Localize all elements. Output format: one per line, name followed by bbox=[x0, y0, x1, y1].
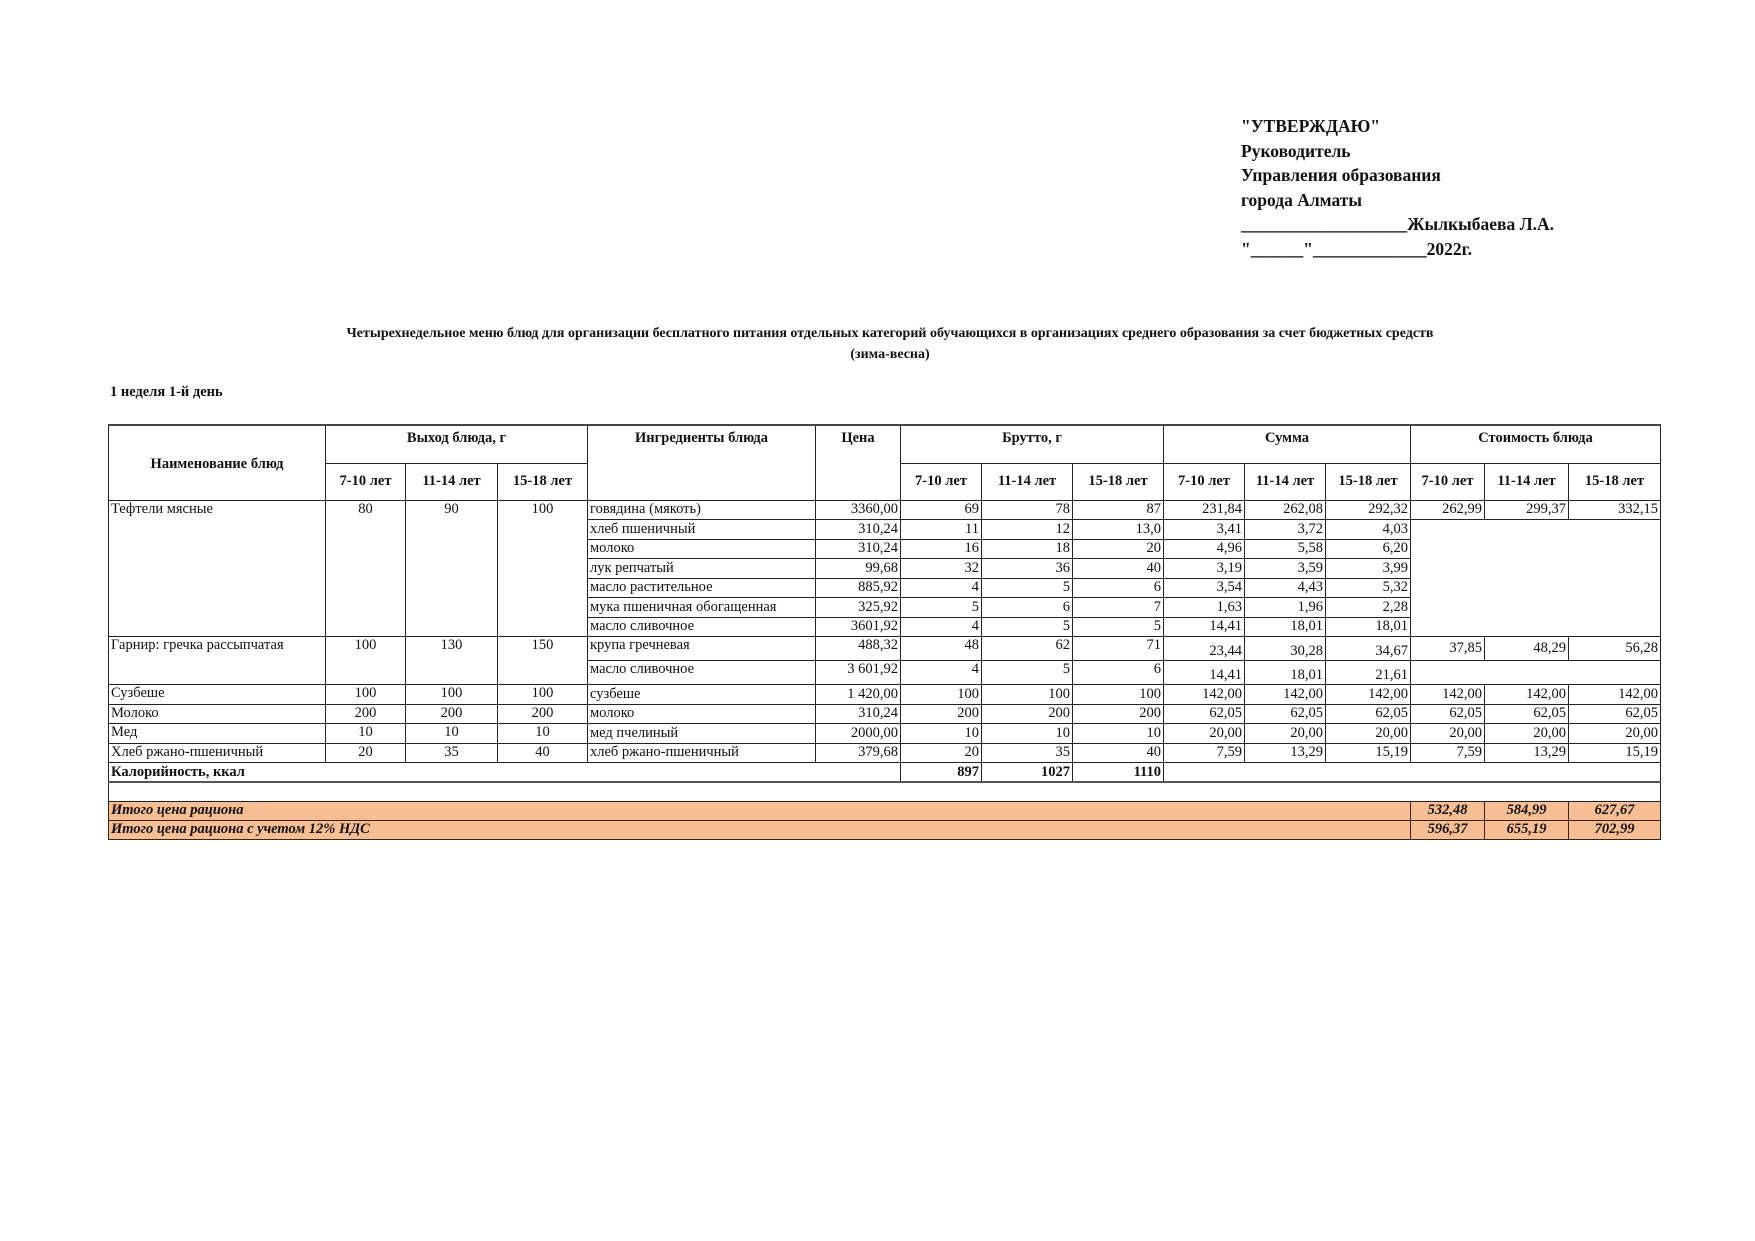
header-sum-age: 11-14 лет bbox=[1245, 463, 1326, 500]
sum-cell: 3,54 bbox=[1164, 578, 1245, 598]
cost-cell: 20,00 bbox=[1411, 724, 1485, 744]
sum-cell: 23,44 bbox=[1164, 637, 1245, 661]
output-cell: 200 bbox=[498, 704, 588, 724]
approval-city: города Алматы bbox=[1241, 189, 1363, 210]
calories-row bbox=[109, 763, 1661, 783]
ingredient-name-cell: крупа гречневая bbox=[588, 637, 816, 661]
sum-cell: 4,96 bbox=[1164, 539, 1245, 559]
gross-cell: 10 bbox=[982, 724, 1073, 744]
ingredient-name-cell: хлеб пшеничный bbox=[588, 520, 816, 540]
cost-cell: 56,28 bbox=[1569, 637, 1661, 661]
dish-name-cell: Гарнир: гречка рассыпчатая bbox=[109, 637, 326, 685]
sum-cell: 18,01 bbox=[1326, 617, 1411, 637]
header-cost-age: 11-14 лет bbox=[1485, 463, 1569, 500]
sum-cell: 62,05 bbox=[1326, 704, 1411, 724]
total-row bbox=[109, 820, 1661, 839]
dish-name-cell: Мед bbox=[109, 724, 326, 744]
cost-cell: 142,00 bbox=[1569, 685, 1661, 705]
dish-name-cell: Хлеб ржано-пшеничный bbox=[109, 743, 326, 763]
output-cell: 200 bbox=[406, 704, 498, 724]
cost-cell: 299,37 bbox=[1485, 500, 1569, 520]
gross-cell: 36 bbox=[982, 559, 1073, 579]
approval-department: Управления образования bbox=[1241, 165, 1441, 185]
sum-cell: 2,28 bbox=[1326, 598, 1411, 618]
gross-cell: 10 bbox=[1073, 724, 1164, 744]
sum-cell: 142,00 bbox=[1164, 685, 1245, 705]
output-cell: 40 bbox=[498, 743, 588, 763]
cost-cell: 7,59 bbox=[1411, 743, 1485, 763]
sum-cell: 7,59 bbox=[1164, 743, 1245, 763]
sum-cell: 34,67 bbox=[1326, 637, 1411, 661]
header-output-age: 15-18 лет bbox=[498, 463, 588, 500]
ingredient-name-cell: масло сливочное bbox=[588, 661, 816, 685]
output-cell: 100 bbox=[326, 637, 406, 685]
document-title bbox=[0, 323, 1755, 365]
header-output: Выход блюда, г bbox=[326, 425, 588, 463]
price-cell: 3 601,92 bbox=[816, 661, 901, 685]
table-row bbox=[109, 500, 1661, 520]
sum-cell: 142,00 bbox=[1326, 685, 1411, 705]
menu-body bbox=[109, 500, 1661, 839]
ingredient-name-cell: масло растительное bbox=[588, 578, 816, 598]
calories-value: 897 bbox=[901, 763, 982, 783]
ingredient-name-cell: молоко bbox=[588, 704, 816, 724]
price-cell: 379,68 bbox=[816, 743, 901, 763]
header-gross: Брутто, г bbox=[901, 425, 1164, 463]
price-cell: 885,92 bbox=[816, 578, 901, 598]
header-gross-age: 7-10 лет bbox=[901, 463, 982, 500]
sum-cell: 14,41 bbox=[1164, 617, 1245, 637]
calories-value: 1027 bbox=[982, 763, 1073, 783]
header-sum-age: 15-18 лет bbox=[1326, 463, 1411, 500]
ingredient-name-cell: мед пчелиный bbox=[588, 724, 816, 744]
empty-cost-cell bbox=[1411, 661, 1661, 685]
price-cell: 325,92 bbox=[816, 598, 901, 618]
header-cost-age: 15-18 лет bbox=[1569, 463, 1661, 500]
output-cell: 100 bbox=[406, 685, 498, 705]
table-row bbox=[109, 743, 1661, 763]
approval-block bbox=[1241, 114, 1554, 261]
price-cell: 488,32 bbox=[816, 637, 901, 661]
sum-cell: 5,32 bbox=[1326, 578, 1411, 598]
ingredient-name-cell: молоко bbox=[588, 539, 816, 559]
output-cell: 100 bbox=[498, 685, 588, 705]
cost-cell: 15,19 bbox=[1569, 743, 1661, 763]
sum-cell: 30,28 bbox=[1245, 637, 1326, 661]
sum-cell: 4,43 bbox=[1245, 578, 1326, 598]
price-cell: 3601,92 bbox=[816, 617, 901, 637]
output-cell: 90 bbox=[406, 500, 498, 637]
total-value: 627,67 bbox=[1569, 801, 1661, 820]
table-row bbox=[109, 637, 1661, 661]
header-ingredients: Ингредиенты блюда bbox=[588, 425, 816, 500]
gross-cell: 78 bbox=[982, 500, 1073, 520]
table-row bbox=[109, 704, 1661, 724]
sum-cell: 5,58 bbox=[1245, 539, 1326, 559]
header-sum-age: 7-10 лет bbox=[1164, 463, 1245, 500]
sum-cell: 13,29 bbox=[1245, 743, 1326, 763]
gross-cell: 6 bbox=[982, 598, 1073, 618]
sum-cell: 262,08 bbox=[1245, 500, 1326, 520]
gross-cell: 13,0 bbox=[1073, 520, 1164, 540]
sum-cell: 18,01 bbox=[1245, 617, 1326, 637]
gross-cell: 20 bbox=[901, 743, 982, 763]
sum-cell: 3,72 bbox=[1245, 520, 1326, 540]
gross-cell: 40 bbox=[1073, 743, 1164, 763]
gross-cell: 5 bbox=[982, 578, 1073, 598]
output-cell: 35 bbox=[406, 743, 498, 763]
gross-cell: 20 bbox=[1073, 539, 1164, 559]
header-price: Цена bbox=[816, 425, 901, 500]
header-gross-age: 11-14 лет bbox=[982, 463, 1073, 500]
approval-heading: "УТВЕРЖДАЮ" bbox=[1241, 116, 1381, 136]
header-output-age: 11-14 лет bbox=[406, 463, 498, 500]
gross-cell: 6 bbox=[1073, 661, 1164, 685]
approval-date-line: "______"_____________2022г. bbox=[1241, 238, 1473, 259]
sum-cell: 231,84 bbox=[1164, 500, 1245, 520]
gross-cell: 69 bbox=[901, 500, 982, 520]
sum-cell: 292,32 bbox=[1326, 500, 1411, 520]
output-cell: 10 bbox=[326, 724, 406, 744]
gross-cell: 4 bbox=[901, 617, 982, 637]
gross-cell: 35 bbox=[982, 743, 1073, 763]
cost-cell: 20,00 bbox=[1569, 724, 1661, 744]
gross-cell: 5 bbox=[1073, 617, 1164, 637]
price-cell: 310,24 bbox=[816, 539, 901, 559]
total-value: 655,19 bbox=[1485, 820, 1569, 839]
table-row bbox=[109, 724, 1661, 744]
gross-cell: 48 bbox=[901, 637, 982, 661]
cost-cell: 20,00 bbox=[1485, 724, 1569, 744]
cost-cell: 62,05 bbox=[1411, 704, 1485, 724]
sum-cell: 3,19 bbox=[1164, 559, 1245, 579]
sum-cell: 3,41 bbox=[1164, 520, 1245, 540]
total-value: 532,48 bbox=[1411, 801, 1485, 820]
approval-signature-line: ___________________Жылкыбаева Л.А. bbox=[1241, 214, 1555, 234]
cost-cell: 332,15 bbox=[1569, 500, 1661, 520]
calories-value: 1110 bbox=[1073, 763, 1164, 783]
gross-cell: 200 bbox=[901, 704, 982, 724]
sum-cell: 3,59 bbox=[1245, 559, 1326, 579]
gross-cell: 62 bbox=[982, 637, 1073, 661]
gross-cell: 200 bbox=[982, 704, 1073, 724]
gross-cell: 4 bbox=[901, 661, 982, 685]
menu-table bbox=[108, 424, 1661, 840]
sum-cell: 18,01 bbox=[1245, 661, 1326, 685]
cost-cell: 142,00 bbox=[1411, 685, 1485, 705]
total-value: 584,99 bbox=[1485, 801, 1569, 820]
gross-cell: 6 bbox=[1073, 578, 1164, 598]
header-sum: Сумма bbox=[1164, 425, 1411, 463]
document-title-main: Четырехнедельное меню блюд для организации бесплатного питания отдельных категорий обучающихся в организациях среднего образования за счет бюджетных средств bbox=[346, 326, 1434, 341]
cost-cell: 13,29 bbox=[1485, 743, 1569, 763]
price-cell: 99,68 bbox=[816, 559, 901, 579]
gross-cell: 40 bbox=[1073, 559, 1164, 579]
sum-cell: 62,05 bbox=[1245, 704, 1326, 724]
header-cost-age: 7-10 лет bbox=[1411, 463, 1485, 500]
gross-cell: 100 bbox=[982, 685, 1073, 705]
gross-cell: 71 bbox=[1073, 637, 1164, 661]
gross-cell: 200 bbox=[1073, 704, 1164, 724]
price-cell: 310,24 bbox=[816, 704, 901, 724]
output-cell: 80 bbox=[326, 500, 406, 637]
dish-name-cell: Молоко bbox=[109, 704, 326, 724]
gross-cell: 7 bbox=[1073, 598, 1164, 618]
cost-cell: 48,29 bbox=[1485, 637, 1569, 661]
gross-cell: 5 bbox=[901, 598, 982, 618]
price-cell: 3360,00 bbox=[816, 500, 901, 520]
cost-cell: 62,05 bbox=[1569, 704, 1661, 724]
ingredient-name-cell: хлеб ржано-пшеничный bbox=[588, 743, 816, 763]
gross-cell: 100 bbox=[901, 685, 982, 705]
sum-cell: 4,03 bbox=[1326, 520, 1411, 540]
header-dish-name: Наименование блюд bbox=[109, 425, 326, 500]
header-row-1 bbox=[109, 425, 1661, 463]
output-cell: 100 bbox=[498, 500, 588, 637]
spacer-row bbox=[109, 782, 1661, 801]
table-row bbox=[109, 685, 1661, 705]
header-output-age: 7-10 лет bbox=[326, 463, 406, 500]
sum-cell: 20,00 bbox=[1326, 724, 1411, 744]
gross-cell: 5 bbox=[982, 617, 1073, 637]
sum-cell: 3,99 bbox=[1326, 559, 1411, 579]
header-gross-age: 15-18 лет bbox=[1073, 463, 1164, 500]
empty-cost-cell bbox=[1411, 520, 1661, 637]
ingredient-name-cell: сузбеше bbox=[588, 685, 816, 705]
cost-cell: 142,00 bbox=[1485, 685, 1569, 705]
output-cell: 10 bbox=[406, 724, 498, 744]
dish-name-cell: Сузбеше bbox=[109, 685, 326, 705]
ingredient-name-cell: лук репчатый bbox=[588, 559, 816, 579]
sum-cell: 1,96 bbox=[1245, 598, 1326, 618]
output-cell: 130 bbox=[406, 637, 498, 685]
sum-cell: 20,00 bbox=[1164, 724, 1245, 744]
price-cell: 310,24 bbox=[816, 520, 901, 540]
price-cell: 2000,00 bbox=[816, 724, 901, 744]
ingredient-name-cell: масло сливочное bbox=[588, 617, 816, 637]
cost-cell: 62,05 bbox=[1485, 704, 1569, 724]
spacer-cell bbox=[109, 782, 1661, 801]
total-label: Итого цена рациона с учетом 12% НДС bbox=[109, 820, 1411, 839]
sum-cell: 14,41 bbox=[1164, 661, 1245, 685]
gross-cell: 5 bbox=[982, 661, 1073, 685]
header-cost: Стоимость блюда bbox=[1411, 425, 1661, 463]
gross-cell: 87 bbox=[1073, 500, 1164, 520]
gross-cell: 11 bbox=[901, 520, 982, 540]
output-cell: 150 bbox=[498, 637, 588, 685]
total-label: Итого цена рациона bbox=[109, 801, 1411, 820]
output-cell: 200 bbox=[326, 704, 406, 724]
gross-cell: 16 bbox=[901, 539, 982, 559]
document-title-season: (зима-весна) bbox=[850, 347, 930, 362]
approval-position: Руководитель bbox=[1241, 140, 1351, 161]
output-cell: 100 bbox=[326, 685, 406, 705]
sum-cell: 21,61 bbox=[1326, 661, 1411, 685]
total-value: 596,37 bbox=[1411, 820, 1485, 839]
cost-cell: 262,99 bbox=[1411, 500, 1485, 520]
sum-cell: 142,00 bbox=[1245, 685, 1326, 705]
sum-cell: 15,19 bbox=[1326, 743, 1411, 763]
cost-cell: 37,85 bbox=[1411, 637, 1485, 661]
gross-cell: 32 bbox=[901, 559, 982, 579]
sum-cell: 6,20 bbox=[1326, 539, 1411, 559]
sum-cell: 20,00 bbox=[1245, 724, 1326, 744]
gross-cell: 10 bbox=[901, 724, 982, 744]
price-cell: 1 420,00 bbox=[816, 685, 901, 705]
dish-name-cell: Тефтели мясные bbox=[109, 500, 326, 637]
output-cell: 20 bbox=[326, 743, 406, 763]
day-label: 1 неделя 1-й день bbox=[110, 384, 223, 400]
gross-cell: 12 bbox=[982, 520, 1073, 540]
calories-empty bbox=[1164, 763, 1661, 783]
sum-cell: 1,63 bbox=[1164, 598, 1245, 618]
ingredient-name-cell: говядина (мякоть) bbox=[588, 500, 816, 520]
gross-cell: 4 bbox=[901, 578, 982, 598]
sum-cell: 62,05 bbox=[1164, 704, 1245, 724]
gross-cell: 100 bbox=[1073, 685, 1164, 705]
calories-label: Калорийность, ккал bbox=[109, 763, 901, 783]
gross-cell: 18 bbox=[982, 539, 1073, 559]
total-row bbox=[109, 801, 1661, 820]
output-cell: 10 bbox=[498, 724, 588, 744]
total-value: 702,99 bbox=[1569, 820, 1661, 839]
ingredient-name-cell: мука пшеничная обогащенная bbox=[588, 598, 816, 618]
